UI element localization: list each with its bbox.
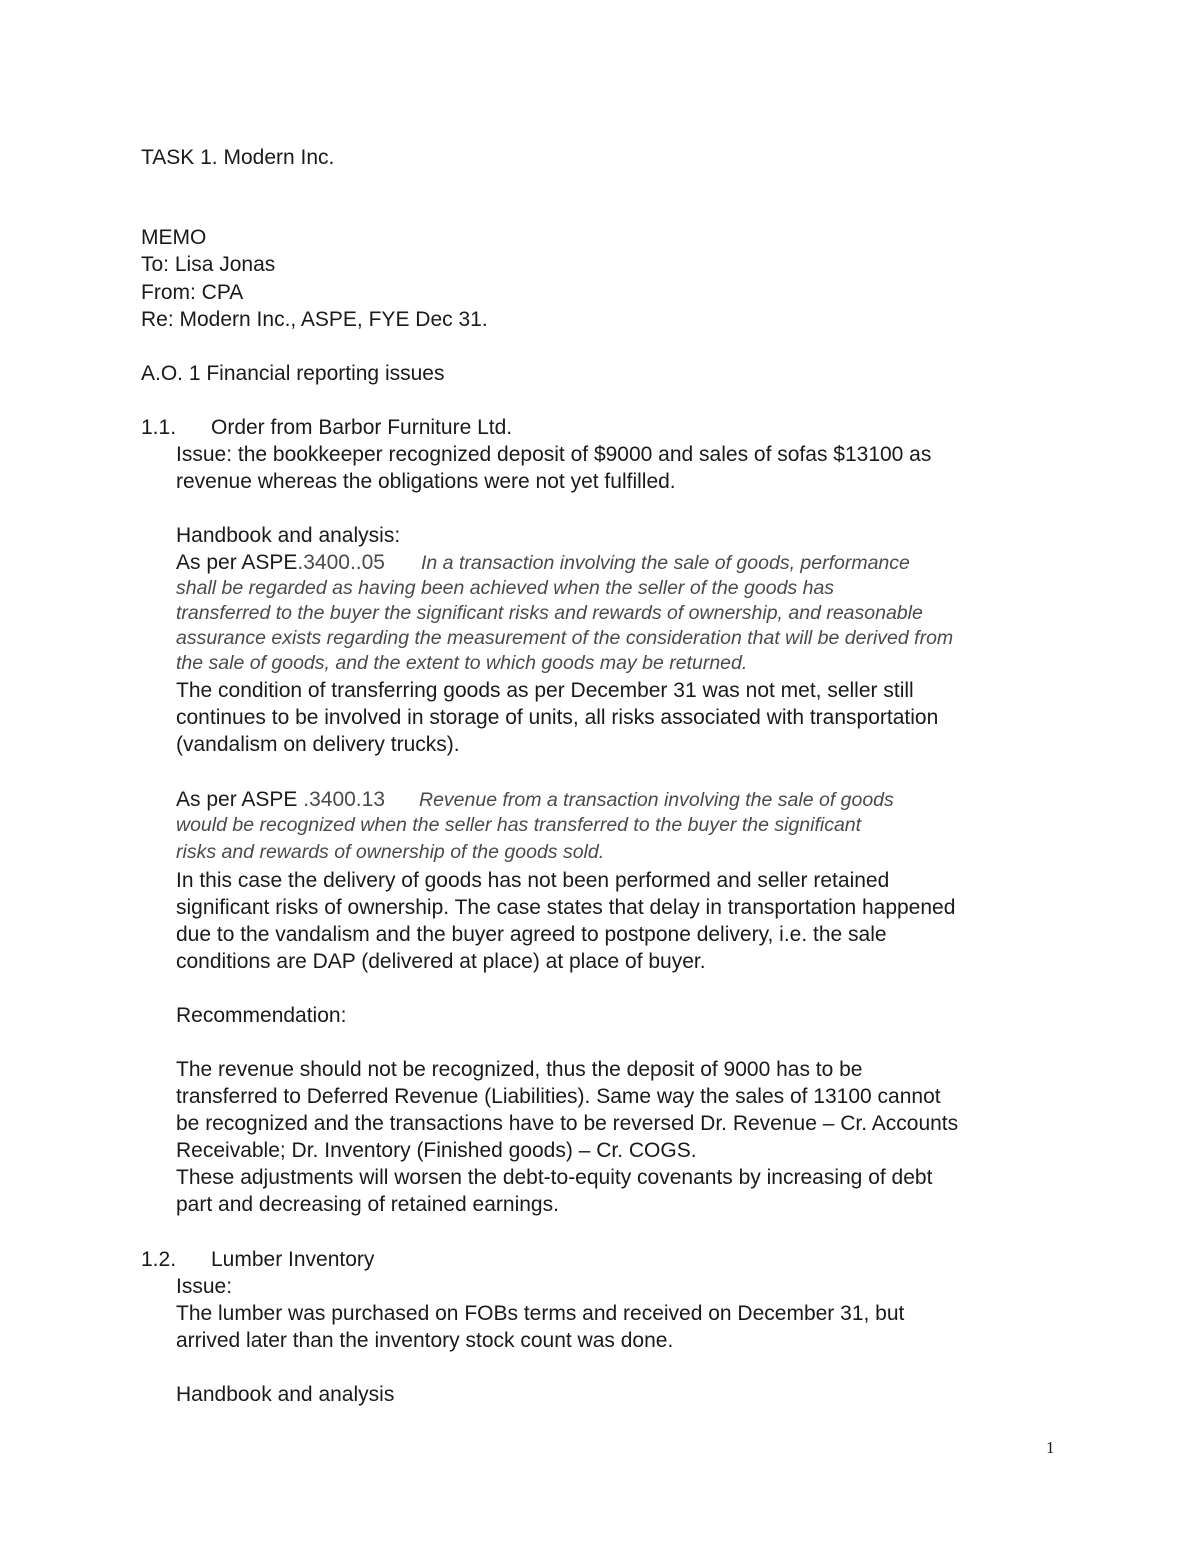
analysis-line: continues to be involved in storage of units, all risks associated with transportation	[176, 706, 939, 729]
section-number: 1.1.	[141, 416, 177, 439]
recommendation-line: be recognized and the transactions have to be reversed Dr. Revenue – Cr. Accounts	[176, 1112, 959, 1135]
memo-label: MEMO	[141, 226, 207, 249]
memo-re: Re: Modern Inc., ASPE, FYE Dec 31.	[141, 308, 488, 331]
issue-line: The lumber was purchased on FOBs terms and received on December 31, but	[176, 1302, 905, 1325]
quote-text: Revenue from a transaction involving the sale of goods	[419, 789, 894, 811]
recommendation-line: The revenue should not be recognized, thus the deposit of 9000 has to be	[176, 1058, 863, 1081]
issue-line: Issue: the bookkeeper recognized deposit of $9000 and sales of sofas $13100 as	[176, 443, 932, 466]
quote-line: would be recognized when the seller has transferred to the buyer the significant	[176, 814, 862, 836]
memo-to: To: Lisa Jonas	[141, 253, 276, 276]
memo-from: From: CPA	[141, 281, 244, 304]
recommendation-line: Receivable; Dr. Inventory (Finished goods) – Cr. COGS.	[176, 1139, 697, 1162]
analysis-line: (vandalism on delivery trucks).	[176, 733, 460, 756]
recommendation-line: These adjustments will worsen the debt-to-equity covenants by increasing of debt	[176, 1166, 933, 1189]
citation-line	[176, 789, 894, 811]
citation-number: .3400..05	[297, 551, 385, 574]
section-title: Lumber Inventory	[211, 1248, 375, 1271]
ao-heading: A.O. 1 Financial reporting issues	[141, 362, 445, 385]
quote-text: In a transaction involving the sale of goods, performance	[421, 552, 910, 574]
quote-line: risks and rewards of ownership of the goods sold.	[176, 841, 605, 863]
analysis-line: conditions are DAP (delivered at place) at place of buyer.	[176, 950, 706, 973]
analysis-line: In this case the delivery of goods has not been performed and seller retained	[176, 869, 890, 892]
recommendation-label: Recommendation:	[176, 1004, 347, 1027]
issue-line: revenue whereas the obligations were not yet fulfilled.	[176, 470, 676, 493]
recommendation-line: part and decreasing of retained earnings.	[176, 1193, 559, 1216]
citation-prefix: As per ASPE	[176, 551, 298, 574]
section-number: 1.2.	[141, 1248, 177, 1271]
quote-line: assurance exists regarding the measurement of the consideration that will be derived from	[176, 627, 954, 649]
section-title: Order from Barbor Furniture Ltd.	[211, 416, 513, 439]
recommendation-line: transferred to Deferred Revenue (Liabilities). Same way the sales of 13100 cannot	[176, 1085, 941, 1108]
quote-line: shall be regarded as having been achieved when the seller of the goods has	[176, 577, 835, 599]
issue-line: arrived later than the inventory stock count was done.	[176, 1329, 674, 1352]
quote-line: the sale of goods, and the extent to which goods may be returned.	[176, 652, 748, 674]
page-number: 1	[1046, 1438, 1055, 1457]
analysis-line: due to the vandalism and the buyer agreed to postpone delivery, i.e. the sale	[176, 923, 887, 946]
analysis-line: The condition of transferring goods as per December 31 was not met, seller still	[176, 679, 914, 702]
issue-label: Issue:	[176, 1275, 233, 1298]
citation-prefix: As per ASPE	[176, 788, 298, 811]
quote-line: transferred to the buyer the significant risks and rewards of ownership, and reasonable	[176, 602, 923, 624]
handbook-label: Handbook and analysis	[176, 1383, 395, 1406]
citation-line	[176, 552, 910, 574]
handbook-label: Handbook and analysis:	[176, 524, 401, 547]
task-title: TASK 1. Modern Inc.	[141, 146, 335, 169]
citation-number: .3400.13	[303, 788, 385, 811]
analysis-line: significant risks of ownership. The case states that delay in transportation happened	[176, 896, 956, 919]
